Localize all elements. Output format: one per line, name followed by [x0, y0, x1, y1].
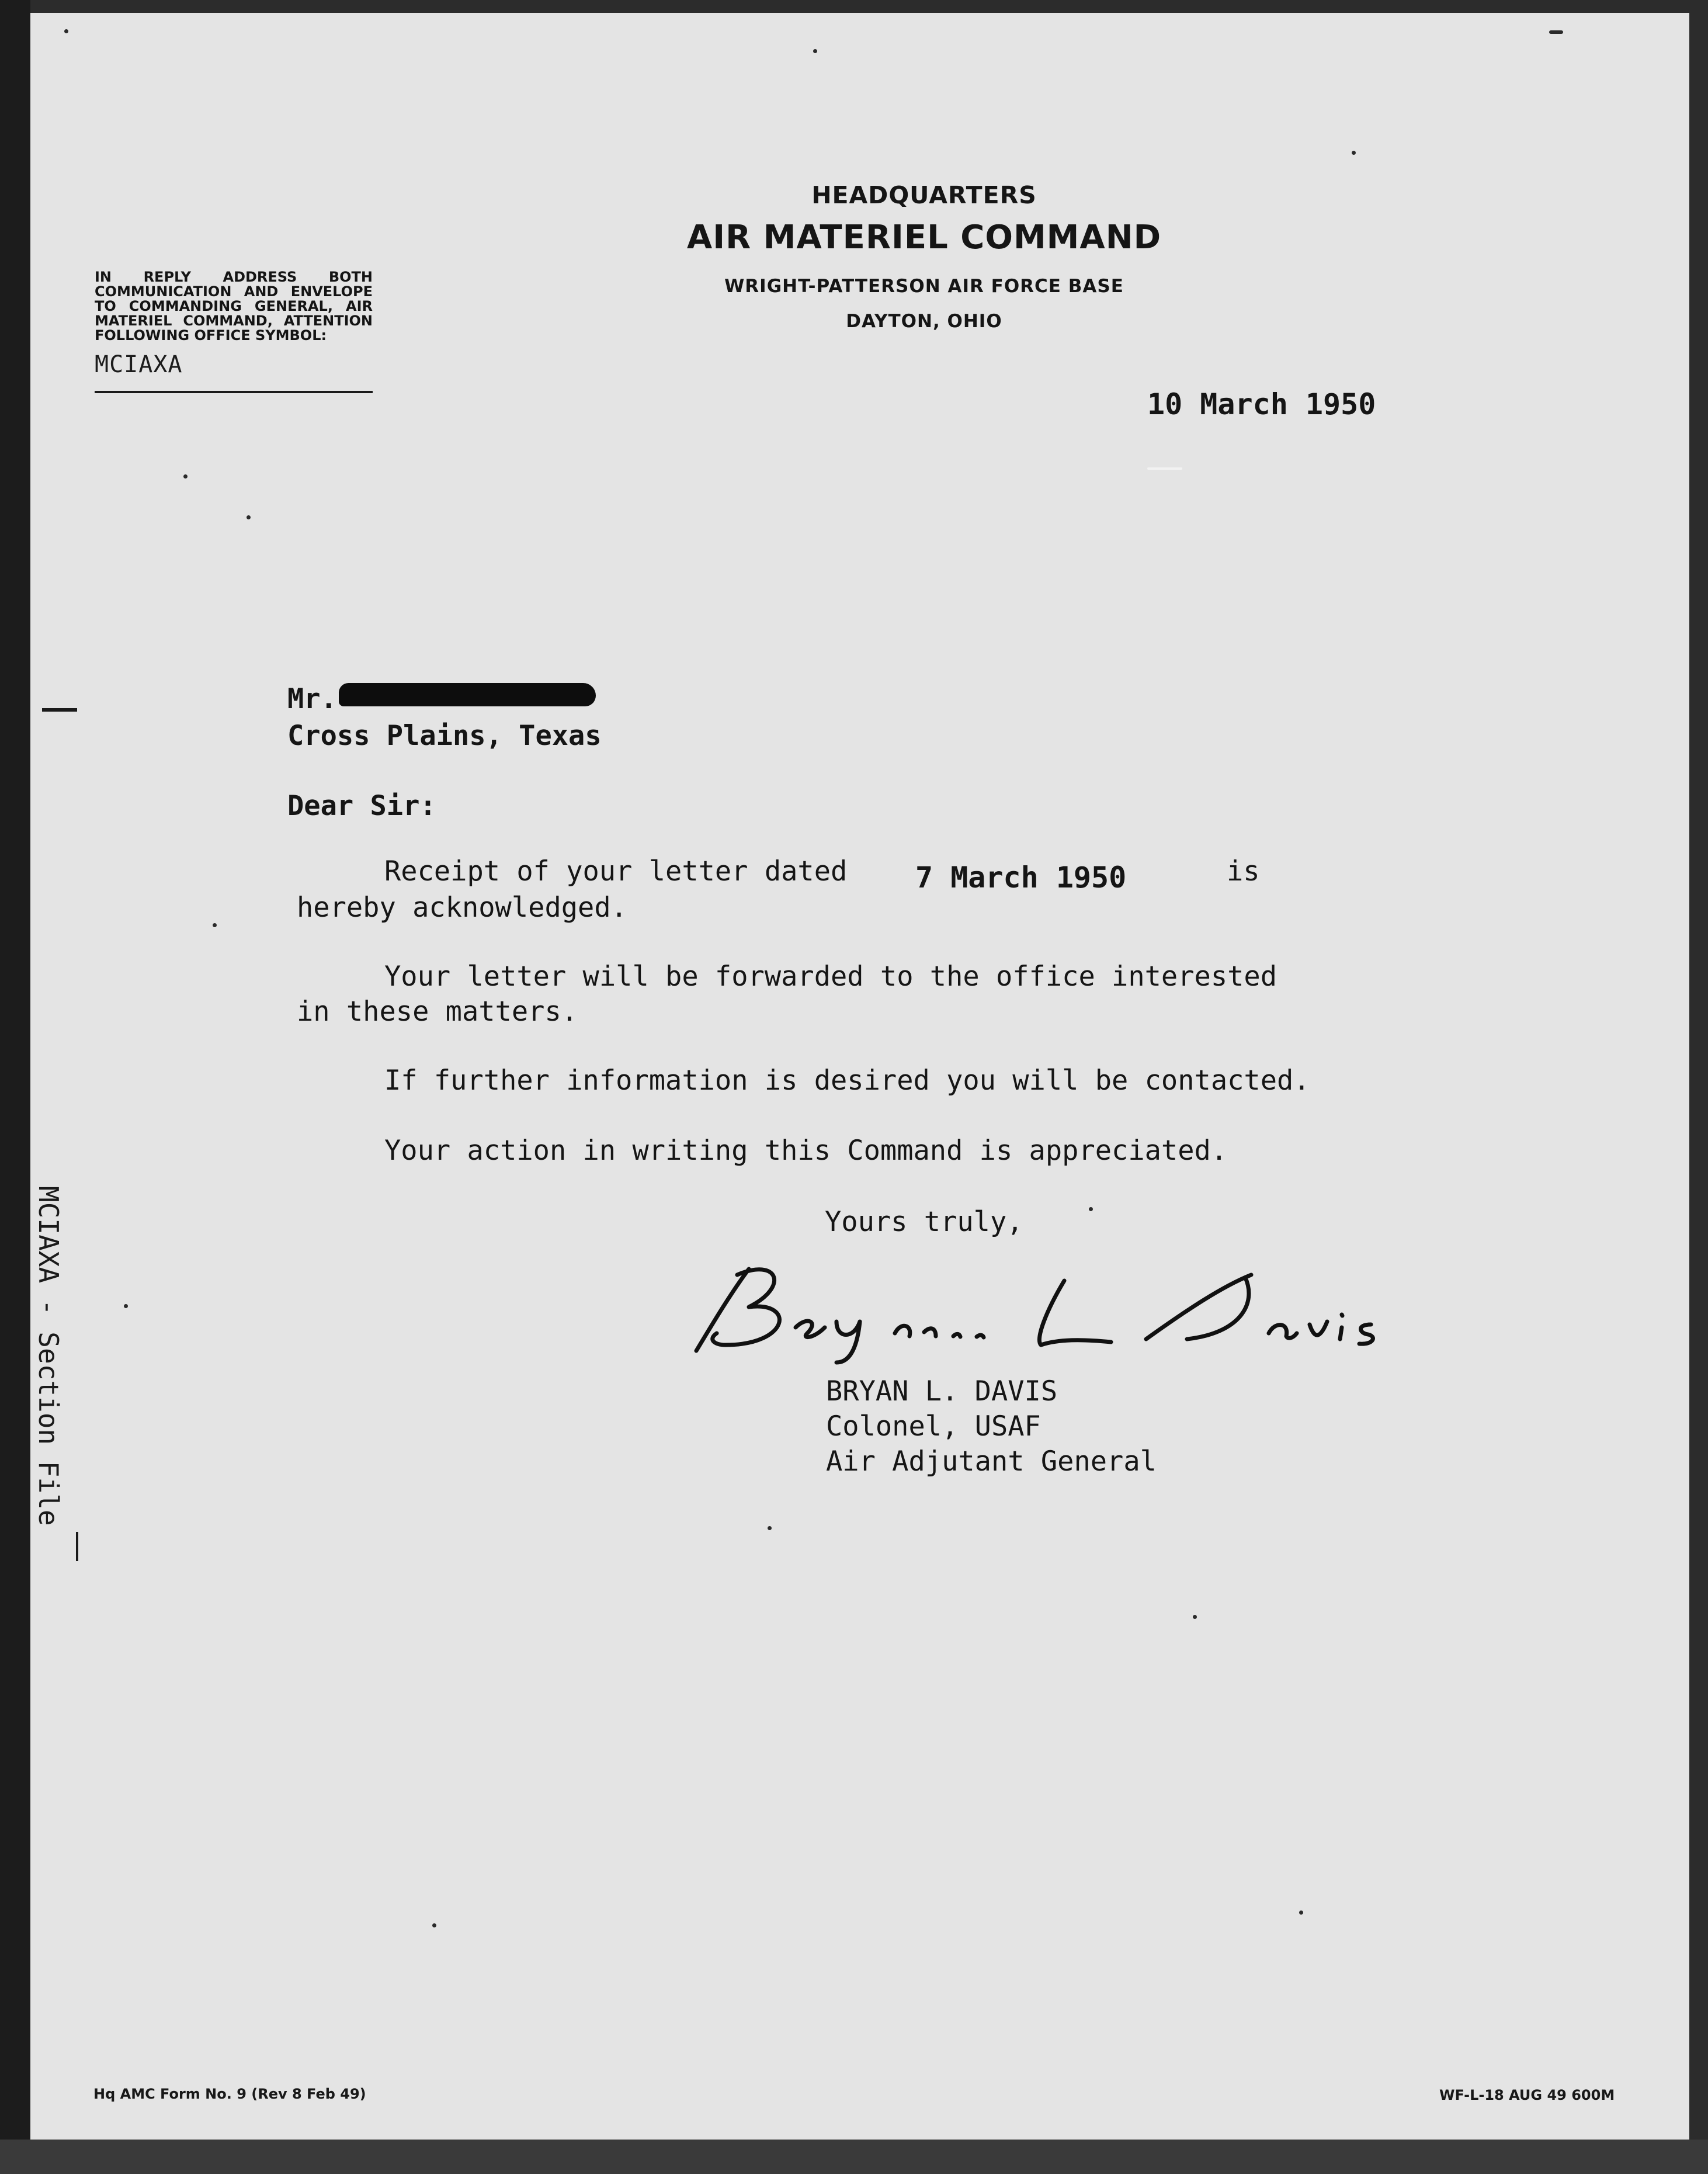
handwritten-signature [661, 1251, 1421, 1368]
addressee-city: Cross Plains, Texas [287, 720, 602, 752]
signer-name: BRYAN L. DAVIS [826, 1375, 1058, 1407]
scan-speck [1299, 1911, 1303, 1915]
salutation: Dear Sir: [287, 790, 436, 822]
paragraph2-line1: Your letter will be forwarded to the office interested [384, 961, 1277, 993]
scan-speck [1089, 1207, 1093, 1211]
letterhead-command: AIR MATERIEL COMMAND [686, 219, 1162, 256]
scan-speck [213, 923, 217, 927]
margin-tick [42, 708, 77, 712]
paragraph1-start: Receipt of your letter dated [384, 855, 848, 887]
signer-title: Air Adjutant General [826, 1445, 1157, 1478]
paragraph4: Your action in writing this Command is appreciated. [384, 1135, 1228, 1167]
scan-speck [124, 1304, 128, 1308]
scan-speck [247, 515, 251, 519]
redaction-mark [339, 683, 596, 706]
scan-speck [1549, 30, 1563, 34]
scan-speck [1352, 151, 1356, 155]
film-left-edge [0, 0, 30, 2174]
print-code: WF-L-18 AUG 49 600M [1439, 2087, 1615, 2103]
letter-sheet [30, 13, 1689, 2140]
scan-speck [432, 1923, 436, 1927]
form-identifier: Hq AMC Form No. 9 (Rev 8 Feb 49) [93, 2086, 366, 2102]
scan-speck [813, 49, 817, 53]
margin-note-text: MCIAXA - Section File [33, 1186, 64, 1526]
letter-date: 10 March 1950 [1147, 387, 1376, 421]
scan-speck [768, 1526, 772, 1530]
film-bottom-edge [0, 2140, 1708, 2174]
signer-rank: Colonel, USAF [826, 1410, 1041, 1443]
margin-bar [76, 1532, 78, 1561]
scan-speck [64, 29, 68, 33]
margin-note [35, 1186, 93, 1554]
letterhead-base: WRIGHT-PATTERSON AIR FORCE BASE [724, 276, 1124, 297]
letterhead-city: DAYTON, OHIO [846, 311, 1002, 332]
closing: Yours truly, [825, 1206, 1023, 1238]
paragraph1-is: is [1227, 855, 1260, 887]
paragraph1-end: hereby acknowledged. [297, 892, 627, 924]
addressee-prefix: Mr. [287, 683, 337, 715]
scan-speck [1147, 467, 1182, 470]
scan-speck [1193, 1615, 1197, 1619]
paragraph1-date: 7 March 1950 [915, 861, 1127, 894]
paragraph3: If further information is desired you will be contacted. [384, 1065, 1310, 1097]
reply-instructions-box [95, 270, 373, 393]
letterhead-headquarters: HEADQUARTERS [811, 181, 1037, 209]
reply-box-rule [95, 391, 373, 393]
paragraph2-line2: in these matters. [297, 996, 578, 1028]
reply-instructions: IN REPLY ADDRESS BOTH COMMUNICATION AND ENVELOPE TO COMMANDING GENERAL, AIR MATERIEL COMMAND, ATTENTION FOLLOWING OFFICE SYMBOL: [95, 269, 373, 344]
scan-speck [183, 474, 188, 479]
office-symbol: MCIAXA [95, 351, 183, 378]
